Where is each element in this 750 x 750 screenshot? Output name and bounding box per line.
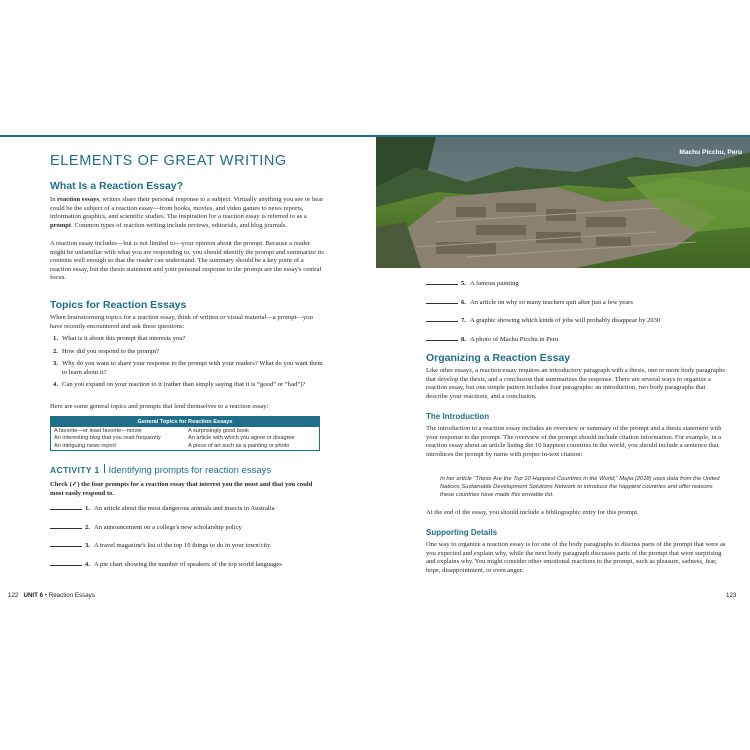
table-row: An intriguing news report A piece of art such as a painting or photo bbox=[54, 443, 290, 450]
example-quote: In her article “These Are the Top 10 Happiest Countries in the World,” Mejia (2018) uses data from the United Nations Sustainable Development Solutions Network to introduce the happiest countries and offer reasons these countries have made this enviable list. bbox=[440, 476, 720, 498]
paragraph-supporting-details: One way to organize a reaction essay is for one of the body paragraphs to discuss parts of the prompt that were as you expected and explain why, while the next body paragraph discusses parts of the prompt that were surprising and explains why. You might consider other emotional reactions to the prompt, such as pleasure, sadness, fear, hope, disappointment, or even anger. bbox=[426, 541, 726, 574]
list-item: 8. A photo of Machu Picchu in Peru bbox=[426, 334, 726, 345]
paragraph-introduction: The introduction to a reaction essay includes an overview or summary of the prompt and a thesis statement with your response to the prompt. The overview of the prompt should include citation information. For example, in a reaction essay about an article listing the 10 happiest countries in the world, you should include a sentence that introduces the prompt by name with proper in-text citation: bbox=[426, 425, 722, 458]
checkbox-blank[interactable] bbox=[426, 315, 458, 322]
table-header: General Topics for Reaction Essays bbox=[51, 417, 320, 428]
paragraph-bibliography: At the end of the essay, you should include a bibliographic entry for this prompt. bbox=[426, 509, 639, 516]
activity-instructions: Check (✓) the four prompts for a reaction essay that interest you the most and that you could most easily respond to. bbox=[50, 481, 313, 497]
term-reaction-essays: reaction essays bbox=[57, 196, 99, 203]
page-title: ELEMENTS OF GREAT WRITING bbox=[50, 153, 287, 169]
section-heading-topics: Topics for Reaction Essays bbox=[50, 299, 187, 311]
checkbox-blank[interactable] bbox=[50, 522, 82, 529]
list-item: 7. A graphic showing which kinds of jobs will probably disappear by 2030 bbox=[426, 315, 726, 326]
activity-title: Identifying prompts for reaction essays bbox=[108, 465, 272, 476]
unit-topic: Reaction Essays bbox=[48, 592, 95, 599]
photo-caption: Machu Picchu, Peru bbox=[679, 149, 742, 156]
footer-left: 122 UNIT 6 • Reaction Essays bbox=[8, 592, 95, 599]
question-item: 4. Can you expand on your reaction to it (rather than simply saying that it is “good” or “bad”)? bbox=[53, 381, 306, 389]
paragraph-organizing: Like other essays, a reaction essay requires an introductory paragraph with a thesis, one or more body paragraphs that develop the thesis, and a conclusion that summarizes the response. There are several ways to organize a reaction essay, but one simple pattern includes four paragraphs: an introduction, two body paragraphs that describe your reactions, and a conclusion. bbox=[426, 367, 725, 400]
checkbox-blank[interactable] bbox=[426, 278, 458, 285]
question-item: 3. Why do you want to share your response to the prompt with your readers? What do you want them to learn about it? bbox=[53, 360, 323, 376]
list-item: 3. A travel magazine's list of the top 10 things to do in your town/city bbox=[50, 540, 340, 551]
table-row: A favorite—or least favorite—movie A surprisingly good book bbox=[54, 427, 249, 434]
table-row: An interesting blog that you read frequently An article with which you agree or disagree bbox=[54, 435, 295, 442]
list-item: 5. A famous painting bbox=[426, 278, 726, 289]
list-item: 6. An article on why so many teachers quit after just a few years bbox=[426, 297, 726, 308]
section-heading-what-is: What Is a Reaction Essay? bbox=[50, 180, 184, 192]
checkbox-blank[interactable] bbox=[50, 503, 82, 510]
activity-list-continued bbox=[426, 278, 726, 344]
subheading-supporting-details: Supporting Details bbox=[426, 528, 498, 537]
footer-right-page-number: 123 bbox=[726, 592, 737, 599]
section-heading-organizing: Organizing a Reaction Essay bbox=[426, 352, 571, 364]
list-item: 1. An article about the most dangerous animals and insects in Australia bbox=[50, 503, 340, 514]
list-item: 4. A pie chart showing the number of speakers of the top world languages bbox=[50, 559, 340, 570]
question-item: 2. How did you respond to the prompt? bbox=[53, 347, 160, 355]
question-item: 1. What is it about this prompt that interests you? bbox=[53, 335, 186, 342]
list-item: 2. An announcement on a college's new scholarship policy bbox=[50, 522, 340, 533]
term-prompt: prompt bbox=[50, 221, 72, 229]
paragraph-brainstorm: When brainstorming topics for a reaction essay, think of written or visual material—a prompt—you have recently encountered and ask these questions: bbox=[50, 314, 313, 330]
photo-illustration bbox=[376, 137, 750, 268]
subheading-introduction: The Introduction bbox=[426, 412, 490, 421]
question-list bbox=[50, 335, 326, 390]
paragraph-intro: In reaction essays, writers share their personal response to a subject. Virtually anything you see or hear could be the subject of a reaction essay—from books, movies, and video games to news reports, information graphics, and scientific studies. The inspiration for a reaction essay is referred to as a prompt. Common types of reaction writing include reviews, editorials, and blog journals. bbox=[50, 196, 324, 229]
activity-header bbox=[50, 464, 340, 476]
checkbox-blank[interactable] bbox=[50, 559, 82, 566]
paragraph-general-topics: Here are some general topics and prompts that lend themselves to a reaction essay: bbox=[50, 403, 269, 410]
paragraph-includes: A reaction essay includes—but is not limited to—your opinion about the prompt. Because a reader might be unfamiliar with what you are responding to, you should identify the prompt and summarize its contents well enough so that the reader can understand. The summary should be a key point of a reaction essay, but the thesis statement and your personal response to the prompt are the essay's central focus. bbox=[50, 240, 324, 282]
checkbox-blank[interactable] bbox=[426, 297, 458, 304]
machu-picchu-photo bbox=[376, 137, 750, 268]
activity-divider bbox=[104, 464, 105, 473]
activity-list bbox=[50, 503, 340, 569]
general-topics-table bbox=[50, 416, 320, 451]
page-number: 122 bbox=[8, 592, 19, 599]
activity-label: ACTIVITY 1 bbox=[50, 465, 100, 475]
unit-label: UNIT 6 bbox=[23, 592, 44, 599]
checkbox-blank[interactable] bbox=[50, 540, 82, 547]
checkbox-blank[interactable] bbox=[426, 334, 458, 341]
